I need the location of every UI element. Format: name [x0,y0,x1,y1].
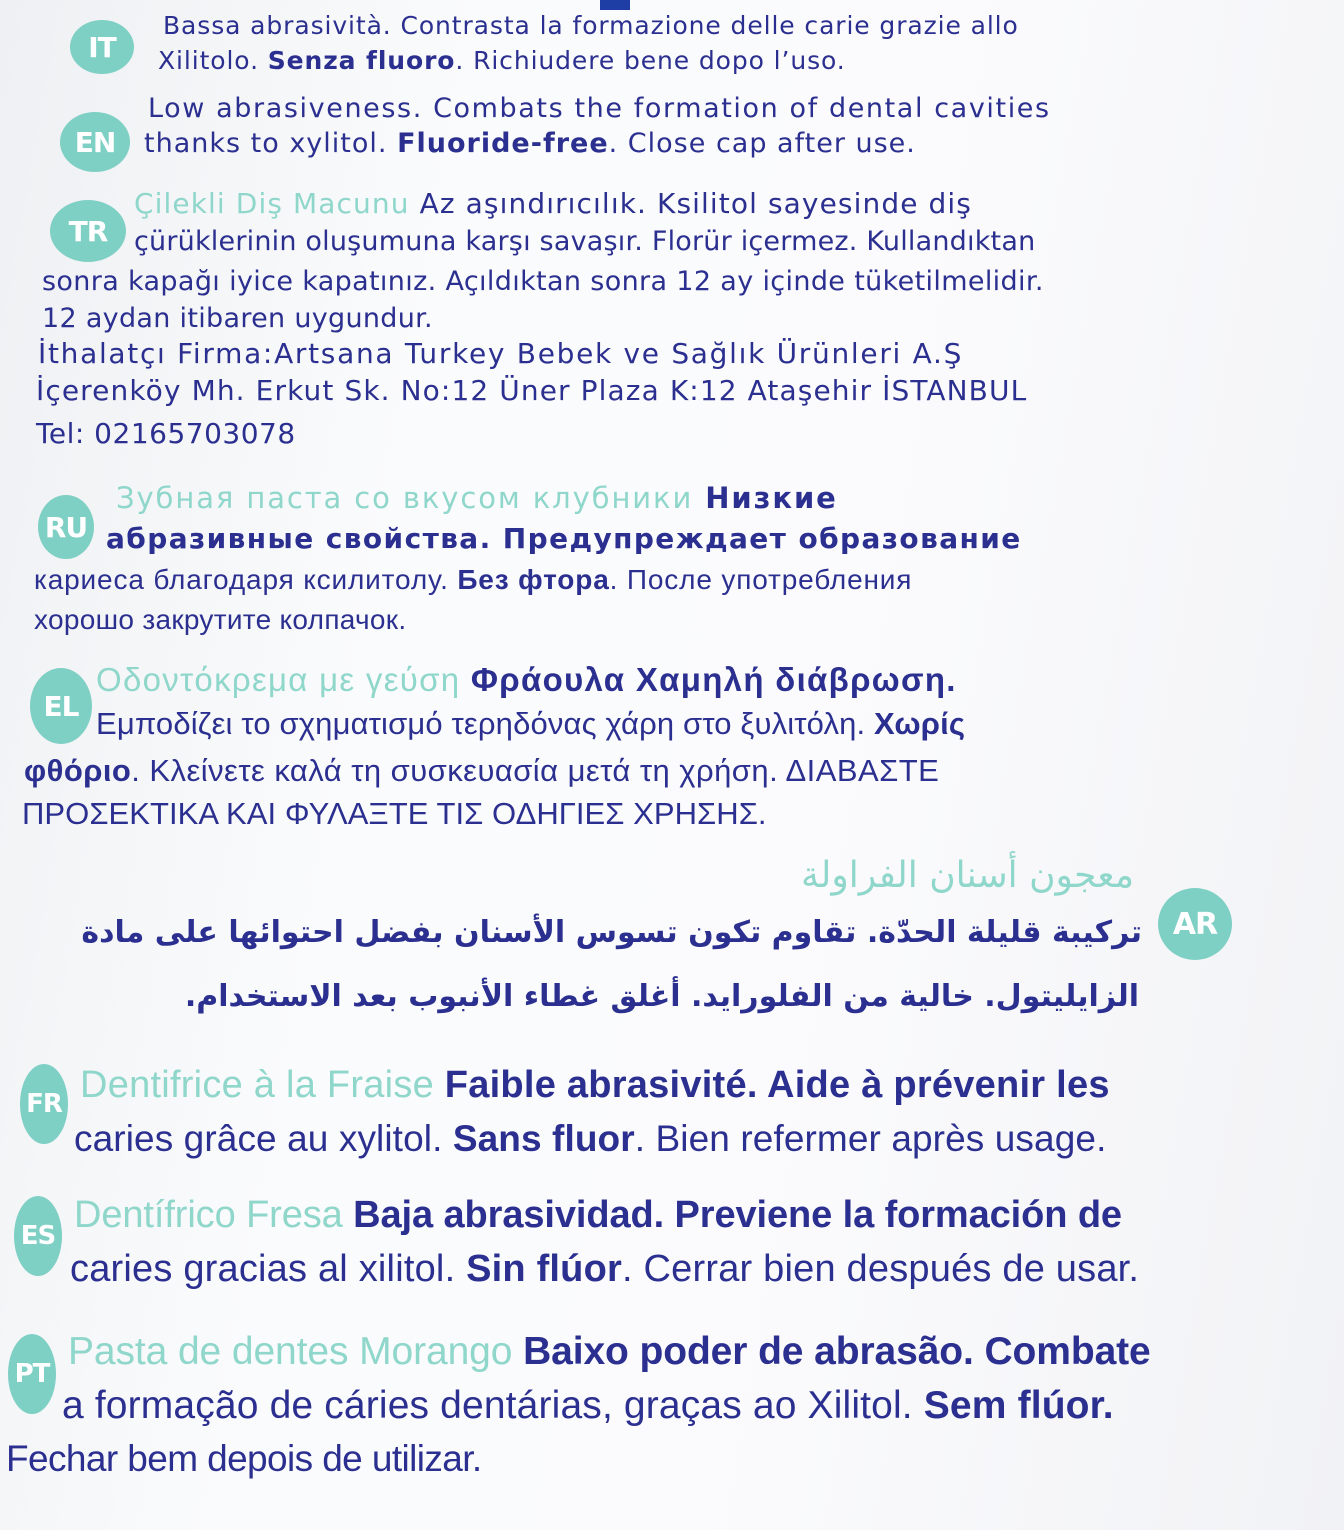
badge-ru: RU [38,495,94,559]
el-line-2: Εμποδίζει το σχηματισμό τερηδόνας χάρη στο ξυλιτόλη. Χωρίς [96,706,966,741]
tr-line-4: 12 aydan itibaren uygundur. [42,303,433,334]
el-line-3: φθόριο. Κλείνετε καλά τη συσκευασία μετά τη χρήση. ΔΙΑΒΑΣΤΕ [24,753,940,788]
pt-line-2: a formação de cáries dentárias, graças ao Xilitol. Sem flúor. [62,1384,1114,1427]
tr-line-6: İçerenköy Mh. Erkut Sk. No:12 Üner Plaza K:12 Ataşehir İSTANBUL [36,374,1028,407]
badge-ar: AR [1158,888,1232,960]
fr-line-1: Dentifrice à la Fraise Faible abrasivité. Aide à prévenir les [80,1064,1110,1106]
tr-line-2: çürüklerinin oluşumuna karşı savaşır. Florür içermez. Kullandıktan [134,226,1036,257]
el-line-1: Οδοντόκρεμα με γεύση Φράουλα Χαμηλή διάβρωση. [96,661,957,698]
tr-line-5: İthalatçı Firma:Artsana Turkey Bebek ve Sağlık Ürünleri A.Ş [38,337,964,370]
es-heading: Dentífrico Fresa [74,1194,343,1236]
tr-heading: Çilekli Diş Macunu [134,187,410,220]
fr-line-2: caries grâce au xylitol. Sans fluor. Bien refermer après usage. [74,1118,1107,1159]
ru-line-2: абразивные свойства. Предупреждает образование [106,522,1022,555]
ar-line-1: تركيبة قليلة الحدّة. تقاوم تكون تسوس الأسنان بفضل احتوائها على مادة [81,915,1142,950]
ar-line-2: الزايليتول. خالية من الفلورايد. أغلق غطاء الأنبوب بعد الاستخدام. [184,979,1139,1014]
tr-line-3: sonra kapağı iyice kapatınız. Açıldıktan sonra 12 ay içinde tüketilmelidir. [42,266,1044,297]
badge-it: IT [70,20,134,74]
pt-line-3: Fechar bem depois de utilizar. [6,1438,482,1479]
tr-line-1: Çilekli Diş Macunu Az aşındırıcılık. Ksilitol sayesinde diş [134,187,972,220]
es-line-1: Dentífrico Fresa Baja abrasividad. Previene la formación de [74,1194,1122,1236]
tr-line-7: Tel: 02165703078 [36,417,296,450]
ru-line-1: Зубная паста со вкусом клубники Низкие [116,481,838,515]
blue-edge-mark [600,0,630,10]
pt-heading: Pasta de dentes Morango [68,1330,513,1373]
it-line-2: Xilitolo. Senza fluoro. Richiudere bene dopo l’uso. [158,46,846,75]
ru-heading: Зубная паста со вкусом клубники [116,481,694,515]
ru-line-3: кариеса благодаря ксилитолу. Без фтора. После употребления [34,564,913,595]
badge-fr: FR [20,1064,68,1144]
pt-line-1: Pasta de dentes Morango Baixo poder de abrasão. Combate [68,1330,1151,1373]
fr-heading: Dentifrice à la Fraise [80,1064,434,1106]
badge-tr: TR [50,200,126,262]
badge-es: ES [14,1196,62,1276]
badge-en: EN [60,112,130,172]
en-line-2: thanks to xylitol. Fluoride-free. Close cap after use. [144,128,916,159]
es-line-2: caries gracias al xilitol. Sin flúor. Cerrar bien después de usar. [70,1248,1140,1290]
ar-heading: معجون أسنان الفراولة [801,855,1134,896]
en-line-1: Low abrasiveness. Combats the formation of dental cavities [148,93,1051,124]
ar-heading-line [801,855,1134,896]
el-heading: Οδοντόκρεμα με γεύση [96,661,461,698]
badge-el: EL [30,668,92,744]
it-line-1: Bassa abrasività. Contrasta la formazione delle carie grazie allo [163,11,1019,40]
badge-pt: PT [8,1334,56,1414]
el-line-4: ΠΡΟΣΕΚΤΙΚΑ ΚΑΙ ΦΥΛΑΞΤΕ ΤΙΣ ΟΔΗΓΙΕΣ ΧΡΗΣΗΣ. [22,796,767,831]
ru-line-4: хорошо закрутите колпачок. [34,604,407,635]
